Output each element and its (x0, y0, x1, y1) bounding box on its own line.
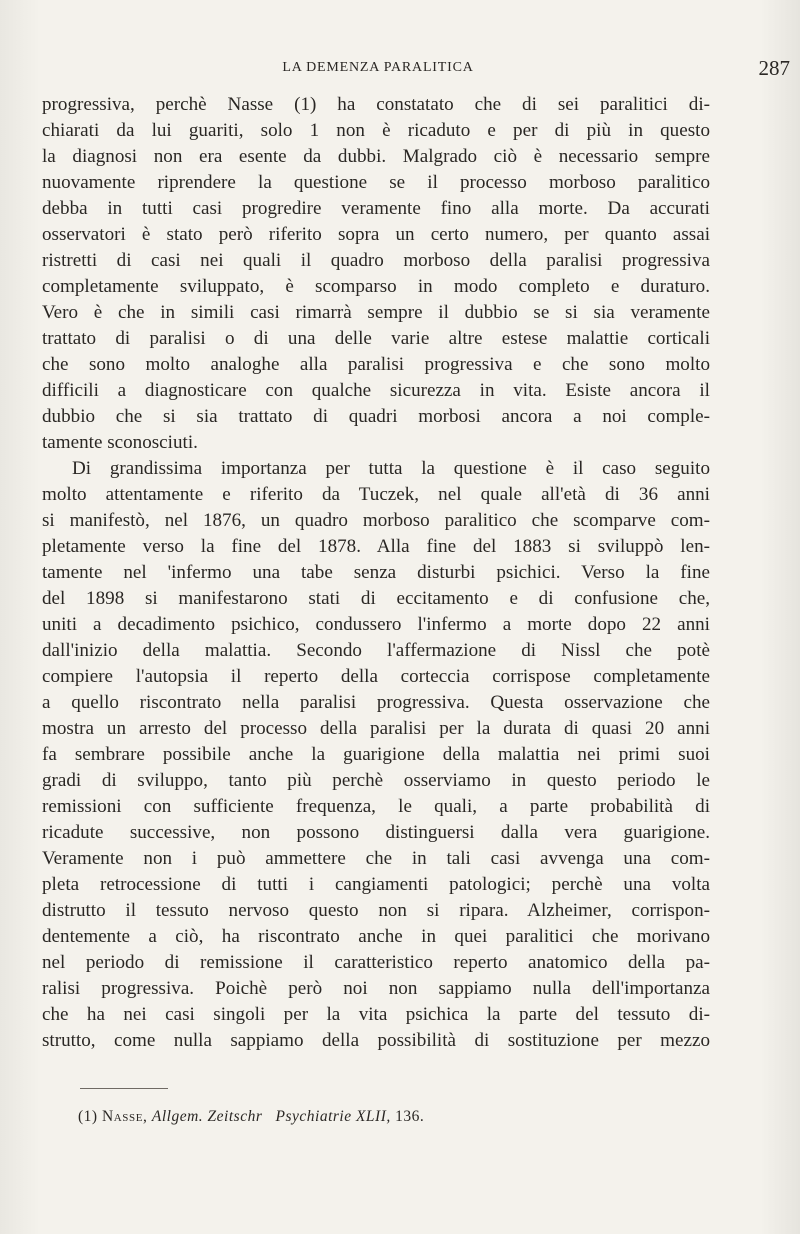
text-line: si manifestò, nel 1876, un quadro morboso paralitico che scomparve com- (42, 510, 710, 531)
text-line: distrutto il tessuto nervoso questo non si ripara. Alzheimer, corrispon- (42, 900, 710, 921)
text-line: tamente nel 'infermo una tabe senza disturbi psichici. Verso la fine (42, 562, 710, 583)
text-line: nel periodo di remissione il caratteristico reperto anatomico della pa- (42, 952, 710, 973)
text-line: ralisi progressiva. Poichè però noi non sappiamo nulla dell'importanza (42, 978, 710, 999)
text-line: osservatori è stato però riferito sopra un certo numero, per quanto assai (42, 224, 710, 245)
paragraph-start-line: Di grandissima importanza per tutta la questione è il caso seguito (72, 458, 710, 479)
text-line: difficili a diagnosticare con qualche sicurezza in vita. Esiste ancora il (42, 380, 710, 401)
paragraph-end-line: tamente sconosciuti. (42, 432, 198, 453)
text-line: pletamente verso la fine del 1878. Alla fine del 1883 si sviluppò len- (42, 536, 710, 557)
page-header (46, 56, 790, 86)
text-line: che ha nei casi singoli per la vita psichica la parte del tessuto di- (42, 1004, 710, 1025)
text-line: remissioni con sufficiente frequenza, le quali, a parte probabilità di (42, 796, 710, 817)
page-number: 287 (758, 56, 790, 80)
footnote-title: Psychiatrie XLII, (275, 1108, 391, 1125)
text-line: strutto, come nulla sappiamo della possibilità di sostituzione per mezzo (42, 1030, 710, 1051)
text-line: pleta retrocessione di tutti i cangiamenti patologici; perchè una volta (42, 874, 710, 895)
text-line: Vero è che in simili casi rimarrà sempre il dubbio se si sia veramente (42, 302, 710, 323)
text-line: trattato di paralisi o di una delle varie altre estese malattie corticali (42, 328, 710, 349)
text-line: dubbio che si sia trattato di quadri morbosi ancora a noi comple- (42, 406, 710, 427)
text-line: Veramente non i può ammettere che in tali casi avvenga una com- (42, 848, 710, 869)
running-head: LA DEMENZA PARALITICA (282, 60, 474, 75)
text-line: che sono molto analoghe alla paralisi progressiva e che sono molto (42, 354, 710, 375)
text-line: completamente sviluppato, è scomparso in modo completo e duraturo. (42, 276, 710, 297)
text-line: progressiva, perchè Nasse (1) ha constatato che di sei paralitici di- (42, 94, 710, 115)
text-line: a quello riscontrato nella paralisi progressiva. Questa osservazione che (42, 692, 710, 713)
text-line: debba in tutti casi progredire veramente fino alla morte. Da accurati (42, 198, 710, 219)
text-line: molto attentamente e riferito da Tuczek, nel quale all'età di 36 anni (42, 484, 710, 505)
text-line: la diagnosi non era esente da dubbi. Malgrado ciò è necessario sempre (42, 146, 710, 167)
footnote (78, 1108, 424, 1126)
text-line: nuovamente riprendere la questione se il processo morboso paralitico (42, 172, 710, 193)
footnote-author: Nasse, (101, 1108, 148, 1125)
text-line: chiarati da lui guariti, solo 1 non è ricaduto e per di più in questo (42, 120, 710, 141)
text-line: mostra un arresto del processo della paralisi per la durata di quasi 20 anni (42, 718, 710, 739)
body-text (42, 92, 710, 1054)
footnote-journal: Allgem. Zeitschr (151, 1108, 263, 1125)
text-line: dentemente a ciò, ha riscontrato anche in quei paralitici che morivano (42, 926, 710, 947)
text-line: compiere l'autopsia il reperto della corteccia corrispose completamente (42, 666, 710, 687)
text-line: ricadute successive, non possono distinguersi dalla vera guarigione. (42, 822, 710, 843)
footnote-rule (80, 1088, 168, 1089)
text-line: gradi di sviluppo, tanto più perchè osserviamo in questo periodo le (42, 770, 710, 791)
text-line: ristretti di casi nei quali il quadro morboso della paralisi progressiva (42, 250, 710, 271)
text-line: dall'inizio della malattia. Secondo l'affermazione di Nissl che potè (42, 640, 710, 661)
text-line: uniti a decadimento psichico, condussero l'infermo a morte dopo 22 anni (42, 614, 710, 635)
text-line: fa sembrare possibile anche la guarigione della malattia nei primi suoi (42, 744, 710, 765)
footnote-marker: (1) (78, 1108, 98, 1125)
footnote-page: 136. (395, 1108, 425, 1125)
text-line: del 1898 si manifestarono stati di eccitamento e di confusione che, (42, 588, 710, 609)
